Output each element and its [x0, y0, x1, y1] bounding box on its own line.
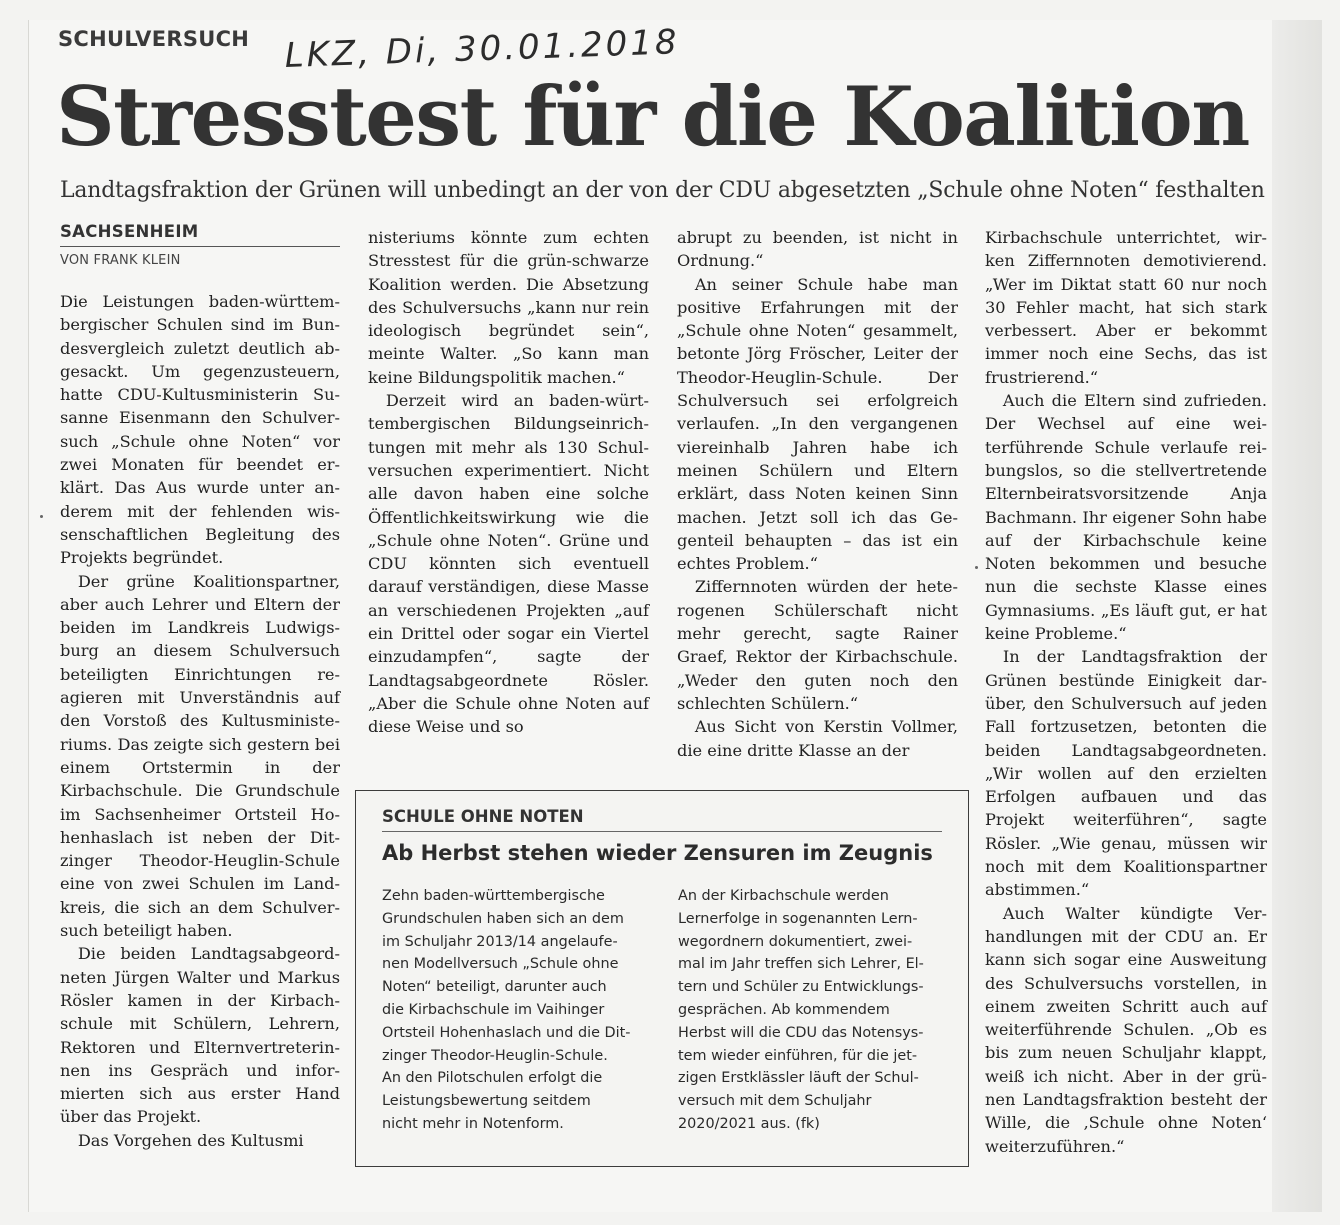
paragraph: Auch die Eltern sind zufrieden. Der Wechsel auf eine weiterführende Schule verlaufe reibungslos, so die stellvertretende Elternbeiratsvorsitzende Anja Bachmann. Ihr eigener Sohn habe auf der Kirbachschule keine Noten bekommen und besuche nun die sechste Klasse eines Gymnasiums. „Es läuft gut, er hat keine Probleme.“	[985, 391, 1267, 644]
paragraph: nisteriums könnte zum echten Stresstest für die grün-schwarze Koalition werden. Die Absetzung des Schulversuchs „kann nur rein ideologisch begründet sein“, meinte Walter. „So kann man keine Bildungspolitik machen.“	[368, 228, 649, 387]
infobox-line: tern und Schüler zu Entwicklungs-	[678, 979, 924, 996]
infobox-line: Herbst will die CDU das Notensys-	[678, 1024, 924, 1041]
infobox-line: Noten“ beteiligt, darunter auch	[382, 979, 607, 996]
subheadline: Landtagsfraktion der Grünen will unbedingt an der von der CDU abgesetzten „Schule ohne Noten“ festhalten	[60, 178, 1265, 203]
paragraph: Derzeit wird an baden-württembergischen Bildungseinrichtungen mit mehr als 130 Schulversuchen experimentiert. Nicht alle davon haben eine solche Öffentlichkeitswirkung wie die „Schule ohne Noten“. Grüne und CDU könnten sich eventuell darauf verständigen, diese Masse an verschiedenen Projekten „auf ein Drittel oder sogar ein Viertel einzudampfen“, sagte der Landtagsabgeordnete Rösler. „Aber die Schule ohne Noten auf diese Weise und so	[368, 391, 649, 737]
paragraph: Das Vorgehen des Kultusmi	[77, 1130, 304, 1150]
paragraph: Kirbachschule unterrichtet, wirken Ziffernnoten demotivierend. „Wer im Diktat statt 60 nur noch 30 Fehler macht, hat sich stark verbessert. Aber er bekommt immer noch eine Sechs, das ist frustrierend.“	[985, 228, 1267, 387]
infobox	[355, 790, 969, 1167]
infobox-line: mal im Jahr treffen sich Lehrer, El-	[678, 956, 924, 973]
infobox-line: An den Pilotschulen erfolgt die	[382, 1070, 603, 1087]
infobox-line: Ortsteil Hohenhaslach und die Dit-	[382, 1024, 631, 1041]
infobox-line: versuch mit dem Schuljahr	[678, 1093, 872, 1110]
byline: VON FRANK KLEIN	[60, 253, 181, 268]
infobox-line: nen Modellversuch „Schule ohne	[382, 956, 619, 973]
infobox-line: zigen Erstklässler läuft der Schul-	[678, 1070, 919, 1087]
infobox-column-right	[678, 885, 948, 1136]
infobox-line: tem wieder einführen, für die jet-	[678, 1047, 918, 1064]
infobox-divider	[382, 831, 942, 832]
article-column-1	[60, 290, 340, 1152]
infobox-line: nicht mehr in Notenform.	[382, 1115, 564, 1132]
dateline-divider	[60, 246, 340, 247]
scan-speck	[975, 566, 978, 569]
dateline: SACHSENHEIM	[60, 222, 199, 241]
headline: Stresstest für die Koalition	[56, 70, 1249, 165]
paragraph: Ziffernnoten würden der heterogenen Schülerschaft nicht mehr gerecht, sagte Rainer Graef, Rektor der Kirbachschule. „Weder den guten noch den schlechten Schülern.“	[677, 577, 958, 713]
article-column-4	[985, 226, 1267, 1158]
infobox-kicker: SCHULE OHNE NOTEN	[382, 807, 584, 826]
infobox-line: 2020/2021 aus. (fk)	[678, 1115, 820, 1132]
paragraph: Aus Sicht von Kerstin Vollmer, die eine dritte Klasse an der	[677, 717, 958, 760]
paragraph: abrupt zu beenden, ist nicht in Ordnung.“	[677, 228, 958, 271]
infobox-column-left	[382, 885, 652, 1136]
infobox-line: Leistungsbewertung seitdem	[382, 1093, 591, 1110]
adjacent-article-edge	[1272, 20, 1322, 1212]
infobox-line: im Schuljahr 2013/14 angelaufe-	[382, 933, 618, 950]
paragraph: In der Landtagsfraktion der Grünen bestünde Einigkeit darüber, den Schulversuch auf jeden Fall fortzusetzen, betonten die beiden Landtagsabgeordneten. „Wir wollen auf den erzielten Erfolgen aufbauen und das Projekt weiterführen“, sagte Rösler. „Wie genau, müssen wir noch mit dem Koalitionspartner abstimmen.“	[985, 647, 1267, 900]
infobox-line: die Kirbachschule im Vaihinger	[382, 1001, 605, 1018]
paragraph: Auch Walter kündigte Verhandlungen mit der CDU an. Er kann sich sogar eine Ausweitung des Schulversuchs vorstellen, in einem zweiten Schritt auch auf weiterführende Schulen. „Ob es bis zum neuen Schuljahr klappt, weiß ich nicht. Aber in der grünen Landtagsfraktion besteht der Wille, die ‚Schule ohne Noten‘ weiterzuführen.“	[985, 903, 1267, 1156]
paragraph: An seiner Schule habe man positive Erfahrungen mit der „Schule ohne Noten“ gesammelt, betonte Jörg Fröscher, Leiter der Theodor-Heuglin-Schule. Der Schulversuch sei erfolgreich verlaufen. „In den vergangenen viereinhalb Jahren habe ich meinen Schülern und Eltern erklärt, dass Noten keinen Sinn machen. Jetzt soll ich das Gegenteil behaupten – das ist ein echtes Problem.“	[677, 274, 958, 574]
infobox-title: Ab Herbst stehen wieder Zensuren im Zeugnis	[382, 841, 933, 865]
infobox-line: An der Kirbachschule werden	[678, 888, 889, 904]
article-column-2	[368, 226, 649, 739]
article-column-3	[677, 226, 958, 762]
infobox-line: zinger Theodor-Heuglin-Schule.	[382, 1047, 608, 1064]
paragraph: Der grüne Koalitionspartner, aber auch Lehrer und Eltern der beiden im Landkreis Ludwigsburg an diesem Schulversuch beteiligten Einrichtungen reagieren mit Unverständnis auf den Vorstoß des Kultusministeriums. Das zeigte sich gestern bei einem Ortstermin in der Kirbachschule. Die Grundschule im Sachsenheimer Ortsteil Hohenhaslach ist neben der Ditzinger Theodor-Heuglin-Schule eine von zwei Schulen im Landkreis, die sich an dem Schulversuch beteiligt haben.	[60, 571, 340, 941]
infobox-line: Grundschulen haben sich an dem	[382, 910, 624, 927]
section-rubric: SCHULVERSUCH	[58, 27, 250, 51]
infobox-line: Zehn baden-württembergische	[382, 888, 605, 904]
scan-speck	[40, 515, 43, 518]
infobox-line: wegordnern dokumentiert, zwei-	[678, 933, 913, 950]
paragraph: Die beiden Landtagsabgeordneten Jürgen Walter und Markus Rösler kamen in der Kirbachschule mit Schülern, Lehrern, Rektoren und Elternvertreterinnen ins Gespräch und informierten sich aus erster Hand über das Projekt.	[60, 944, 340, 1127]
infobox-line: Lernerfolge in sogenannten Lern-	[678, 910, 918, 927]
paragraph: Die Leistungen baden-württembergischer Schulen sind im Bundesvergleich zuletzt deutlich abgesackt. Um gegenzusteuern, hatte CDU-Kultusministerin Susanne Eisenmann den Schulversuch „Schule ohne Noten“ vor zwei Monaten für beendet erklärt. Das Aus wurde unter anderem mit der fehlenden wissenschaftlichen Begleitung des Projekts begründet.	[60, 292, 340, 568]
handwritten-source-note: LKZ, Di, 30.01.2018	[284, 22, 681, 76]
infobox-line: gesprächen. Ab kommendem	[678, 1001, 890, 1018]
